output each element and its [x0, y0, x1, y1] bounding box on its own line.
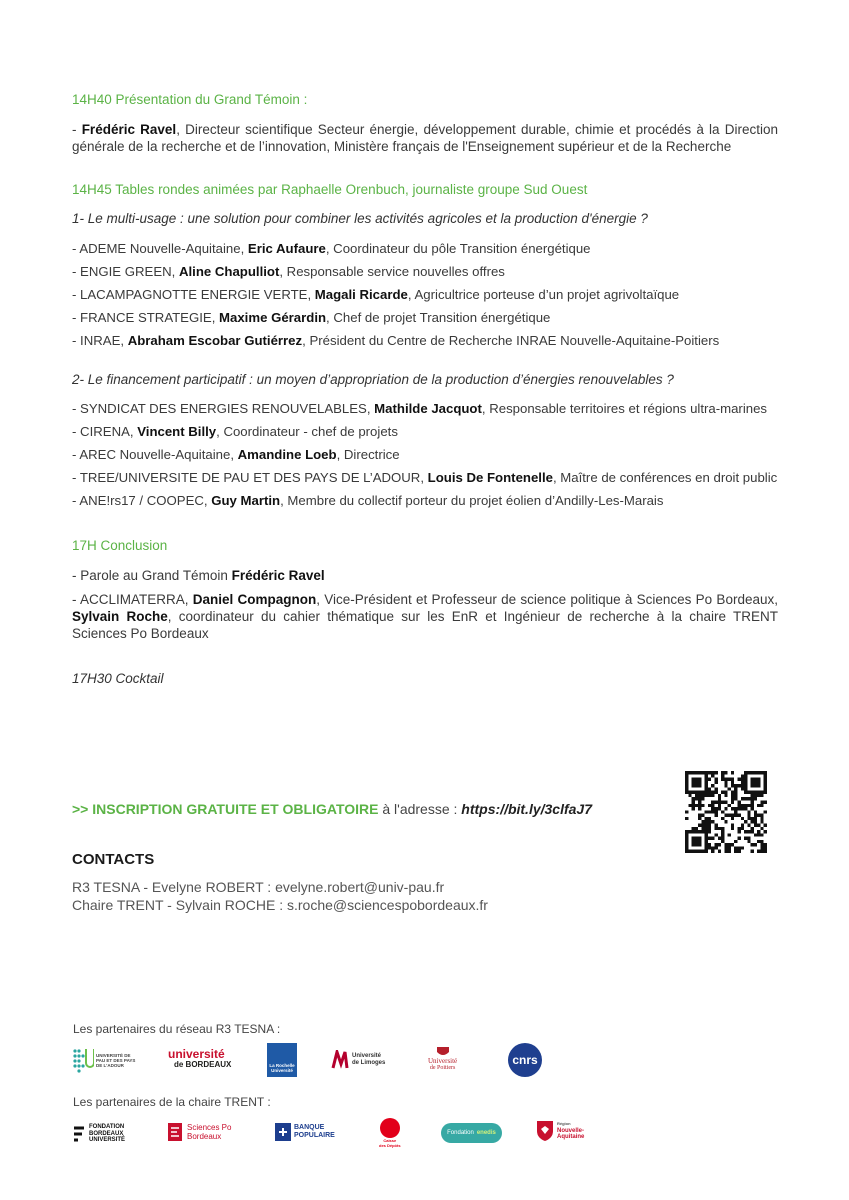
cnrs-logo: [508, 1043, 542, 1077]
speaker-name: Frédéric Ravel: [231, 568, 325, 583]
larochelle-logo-text-1: La Rochelle: [269, 1063, 295, 1068]
caisse-logo-text-2: des Dépôts: [379, 1142, 401, 1148]
organisation: - AREC Nouvelle-Aquitaine,: [72, 447, 238, 462]
la-rochelle-universite-logo: [267, 1043, 297, 1077]
list-item: [72, 329, 792, 352]
sciencespo-logo-text-2: Bordeaux: [187, 1132, 222, 1141]
speaker-name: Mathilde Jacquot: [374, 401, 482, 416]
universite-pau-logo: [72, 1046, 140, 1074]
speaker-description: , Directeur scientifique Secteur énergie, développement durable, chimie et procédés à la Direction générale de la recherche et de l’innovation, Ministère français de l'Enseignement supérieur et de la Recherche: [72, 122, 778, 154]
speaker-name: Sylvain Roche: [72, 609, 168, 624]
contacts-title: CONTACTS: [72, 851, 155, 868]
banque-populaire-mark-icon: [275, 1123, 291, 1141]
organisation: - LACAMPAGNOTTE ENERGIE VERTE,: [72, 287, 315, 302]
registration-link[interactable]: https://bit.ly/3clfaJ7: [461, 801, 592, 817]
dash: -: [72, 122, 82, 137]
trent-partners-label: Les partenaires de la chaire TRENT :: [73, 1095, 271, 1109]
list-item: [72, 260, 792, 283]
speaker-role: , Maître de conférences en droit public: [552, 470, 778, 485]
speaker-name: Louis De Fontenelle: [427, 470, 553, 485]
organisation: - SYNDICAT DES ENERGIES RENOUVELABLES,: [72, 401, 375, 416]
bordeaux-logo-text-2: de BORDEAUX: [174, 1060, 232, 1069]
speaker-name: Eric Aufaure: [247, 241, 326, 256]
conclusion-text: - Parole au Grand Témoin: [72, 568, 232, 583]
speaker-name: Amandine Loeb: [237, 447, 337, 462]
nouvelle-aquitaine-shield-icon: [536, 1120, 554, 1142]
speaker-role: , Directrice: [336, 447, 400, 462]
speaker-role: , coordinateur du cahier thématique sur les EnR et Ingénieur de recherche à la chaire TRENT Sciences Po Bordeaux: [72, 609, 778, 641]
organisation: - INRAE,: [72, 333, 128, 348]
speaker-role: , Chef de projet Transition énergétique: [326, 310, 551, 325]
speaker-role: , Président du Centre de Recherche INRAE Nouvelle-Aquitaine-Poitiers: [302, 333, 720, 348]
speaker-role: , Agricultrice porteuse d’un projet agrivoltaïque: [407, 287, 680, 302]
contact-line: R3 TESNA - Evelyne ROBERT : evelyne.robert@univ-pau.fr: [72, 879, 445, 895]
section-heading-grand-temoin: 14H40 Présentation du Grand Témoin :: [72, 92, 308, 107]
region-nouvelle-aquitaine-logo: [536, 1120, 584, 1142]
list-item: [72, 489, 792, 512]
table-ronde-2-question: 2- Le financement participatif : un moyen d’appropriation de la production d’énergies renouvelables ?: [72, 372, 674, 387]
speaker-name: Daniel Compagnon: [192, 592, 317, 607]
list-item: [72, 306, 792, 329]
speaker-role: , Coordinateur du pôle Transition énergétique: [325, 241, 591, 256]
list-item: [72, 237, 792, 260]
qr-code: [685, 771, 767, 853]
grand-temoin-paragraph: [72, 121, 778, 155]
bordeaux-logo-text-1: université: [168, 1047, 225, 1061]
poitiers-logo-text-1: Université: [428, 1057, 458, 1065]
caisse-des-depots-mark-icon: [380, 1118, 400, 1138]
fondation-logo-text-3: UNIVERSITÉ: [89, 1137, 126, 1143]
universite-limoges-logo: [331, 1050, 385, 1070]
fondation-enedis-logo: [441, 1123, 502, 1143]
table-ronde-1-list: [72, 237, 792, 352]
contacts-block: [72, 878, 488, 914]
speaker-name: Magali Ricarde: [314, 287, 408, 302]
speaker-role: , Membre du collectif porteur du projet éolien d’Andilly-Les-Marais: [280, 493, 664, 508]
speaker-role: , Responsable territoires et régions ultra-marines: [481, 401, 768, 416]
fondation-logo-text-1: FONDATION: [89, 1124, 125, 1130]
limoges-mark-icon: [331, 1050, 349, 1070]
registration-text: à l'adresse :: [378, 801, 462, 817]
speaker-name: Guy Martin: [211, 493, 281, 508]
speaker-name: Aline Chapulliot: [178, 264, 280, 279]
sciences-po-bordeaux-logo: [167, 1122, 231, 1142]
speaker-name: Vincent Billy: [137, 424, 217, 439]
larochelle-logo-text-2: Université: [271, 1068, 293, 1073]
poitiers-crest-icon: [436, 1046, 450, 1057]
speaker-name: Frédéric Ravel: [81, 122, 177, 137]
list-item: [72, 420, 792, 443]
caisse-logo-text-1: Caisse: [383, 1138, 397, 1143]
section-heading-tables-rondes: 14H45 Tables rondes animées par Raphaelle Orenbuch, journaliste groupe Sud Ouest: [72, 182, 588, 197]
poitiers-logo-text-2: de Poitiers: [429, 1065, 456, 1071]
fondation-logo-text-2: BORDEAUX: [89, 1130, 124, 1137]
organisation: - ANE!rs17 / COOPEC,: [72, 493, 212, 508]
conclusion-line-2: [72, 591, 778, 642]
na-logo-text-1: Région: [557, 1121, 571, 1127]
limoges-logo-text-2: de Limoges: [352, 1060, 386, 1066]
list-item: [72, 283, 792, 306]
conclusion-line-1: [72, 567, 778, 584]
tesna-partners-label: Les partenaires du réseau R3 TESNA :: [73, 1022, 281, 1036]
na-logo-text-3: Aquitaine: [557, 1134, 585, 1141]
organisation: - FRANCE STRATEGIE,: [72, 310, 220, 325]
banque-populaire-logo-text-1: BANQUE: [294, 1124, 325, 1131]
organisation: - ENGIE GREEN,: [72, 264, 179, 279]
list-item: [72, 466, 792, 489]
sciencespo-mark-icon: [167, 1122, 183, 1142]
speaker-name: Abraham Escobar Gutiérrez: [127, 333, 303, 348]
limoges-logo-text-1: Université: [352, 1053, 382, 1059]
speaker-role: , Coordinateur - chef de projets: [216, 424, 398, 439]
organisation: - ADEME Nouvelle-Aquitaine,: [72, 241, 248, 256]
organisation: - TREE/UNIVERSITE DE PAU ET DES PAYS DE L’ADOUR,: [72, 470, 428, 485]
list-item: [72, 397, 792, 420]
cocktail-line: 17H30 Cocktail: [72, 671, 164, 686]
banque-populaire-logo: [275, 1123, 335, 1141]
organisation: - CIRENA,: [72, 424, 138, 439]
enedis-logo-text-2: enedis: [476, 1129, 496, 1136]
enedis-logo-text-1: Fondation: [447, 1129, 474, 1136]
contact-line: Chaire TRENT - Sylvain ROCHE : s.roche@sciencespobordeaux.fr: [72, 897, 488, 913]
section-heading-conclusion: 17H Conclusion: [72, 538, 168, 553]
banque-populaire-logo-text-2: POPULAIRE: [294, 1132, 335, 1139]
registration-line: [72, 801, 592, 817]
sciencespo-logo-text-1: Sciences Po: [187, 1123, 232, 1132]
pau-dots-icon: [72, 1047, 94, 1073]
registration-label: >> INSCRIPTION GRATUITE ET OBLIGATOIRE: [72, 801, 379, 817]
speaker-role: , Vice-Président et Professeur de science politique à Sciences Po Bordeaux,: [316, 592, 778, 607]
fondation-mark-icon: [72, 1126, 86, 1142]
na-logo-text-2: Nouvelle-: [557, 1127, 585, 1134]
speaker-name: Maxime Gérardin: [219, 310, 327, 325]
pau-logo-text: UNIVERSITÉ DE PAU ET DES PAYS DE L'ADOUR: [96, 1052, 136, 1068]
list-item: [72, 443, 792, 466]
universite-bordeaux-logo: [168, 1048, 231, 1070]
fondation-bordeaux-universite-logo: [72, 1124, 125, 1144]
table-ronde-1-question: 1- Le multi-usage : une solution pour combiner les activités agricoles et la production d'énergie ?: [72, 211, 648, 226]
organisation: - ACCLIMATERRA,: [72, 592, 193, 607]
universite-poitiers-logo: [428, 1046, 457, 1072]
cnrs-logo-text: cnrs: [512, 1052, 538, 1067]
table-ronde-2-list: [72, 397, 792, 512]
caisse-des-depots-logo: [379, 1118, 401, 1148]
speaker-role: , Responsable service nouvelles offres: [279, 264, 505, 279]
